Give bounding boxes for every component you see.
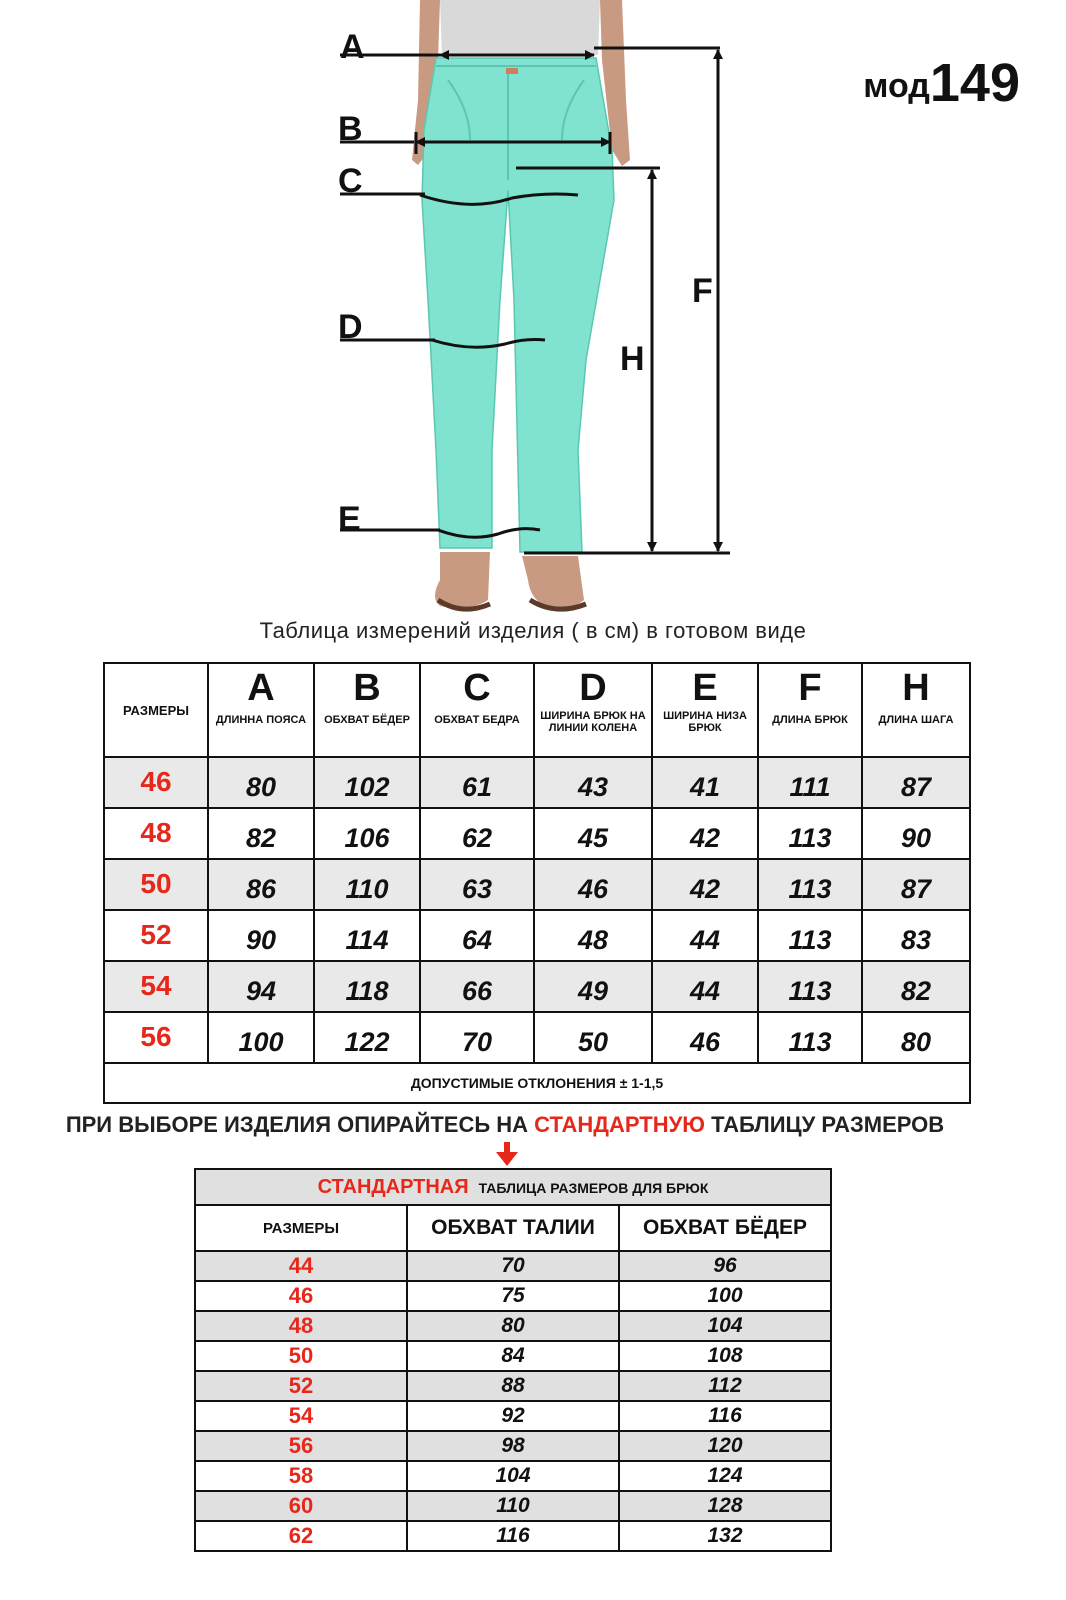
standard-row [195,1401,831,1431]
value-cell: 90 [208,910,314,961]
standard-row [195,1371,831,1401]
waist-cell: 116 [407,1521,619,1551]
col-desc: ОБХВАТ БЕДРА [434,714,520,726]
value-cell: 82 [862,961,970,1012]
value-cell: 46 [534,859,652,910]
col-desc: ДЛИННА ПОЯСА [215,714,307,726]
waist-cell: 98 [407,1431,619,1461]
value-cell: 46 [652,1012,758,1063]
size-cell: 48 [195,1311,407,1341]
pants-shape [422,58,614,552]
hips-cell: 132 [619,1521,831,1551]
col-header-a [209,668,313,756]
col-letter: E [692,667,718,709]
measure-row [104,808,970,859]
std-hips-header: ОБХВАТ БЁДЕР [619,1205,831,1251]
value-cell: 41 [652,757,758,808]
waist-cell: 75 [407,1281,619,1311]
measure-row [104,859,970,910]
value-cell: 111 [758,757,862,808]
value-cell: 100 [208,1012,314,1063]
title-rest: ТАБЛИЦА РАЗМЕРОВ ДЛЯ БРЮК [478,1179,709,1196]
tolerance-note: ДОПУСТИМЫЕ ОТКЛОНЕНИЯ ± 1-1,5 [104,1063,970,1103]
value-cell: 62 [420,808,534,859]
col-desc: ОБХВАТ БЁДЕР [324,714,410,726]
col-header-e [653,668,757,756]
hips-cell: 116 [619,1401,831,1431]
size-cell: 48 [104,808,208,859]
measure-row [104,961,970,1012]
value-cell: 50 [534,1012,652,1063]
col-header-f [759,668,861,756]
value-cell: 86 [208,859,314,910]
waist-cell: 84 [407,1341,619,1371]
title-red: СТАНДАРТНАЯ [317,1175,469,1198]
hips-cell: 112 [619,1371,831,1401]
size-cell: 54 [104,961,208,1012]
value-cell: 113 [758,808,862,859]
standard-row [195,1341,831,1371]
value-cell: 80 [208,757,314,808]
value-cell: 43 [534,757,652,808]
value-cell: 113 [758,910,862,961]
waist-cell: 110 [407,1491,619,1521]
value-cell: 49 [534,961,652,1012]
measure-header-row [104,663,970,757]
standard-row [195,1431,831,1461]
notice-text-before: ПРИ ВЫБОРЕ ИЗДЕЛИЯ ОПИРАЙТЕСЬ НА [65,1112,535,1137]
label-h: H [620,340,645,378]
value-cell: 44 [652,961,758,1012]
value-cell: 94 [208,961,314,1012]
size-header: РАЗМЕРЫ [104,663,208,757]
value-cell: 61 [420,757,534,808]
std-waist-header: ОБХВАТ ТАЛИИ [407,1205,619,1251]
value-cell: 80 [862,1012,970,1063]
size-cell: 58 [195,1461,407,1491]
hips-cell: 128 [619,1491,831,1521]
standard-row [195,1281,831,1311]
size-cell: 52 [195,1371,407,1401]
col-desc: ШИРИНА БРЮК НА ЛИНИИ КОЛЕНА [540,710,646,734]
label-a: A [340,28,365,66]
down-arrow-icon [496,1142,518,1166]
size-cell: 46 [195,1281,407,1311]
hips-cell: 100 [619,1281,831,1311]
col-letter: F [798,667,822,709]
value-cell: 118 [314,961,420,1012]
label-d: D [338,308,363,346]
size-cell: 52 [104,910,208,961]
col-letter: B [353,667,381,709]
size-cell: 56 [104,1012,208,1063]
col-letter: A [247,667,275,709]
col-desc: ДЛИНА ШАГА [878,714,954,726]
measure-table-body [104,757,970,1063]
value-cell: 64 [420,910,534,961]
value-cell: 44 [652,910,758,961]
hips-cell: 104 [619,1311,831,1341]
value-cell: 42 [652,808,758,859]
value-cell: 106 [314,808,420,859]
label-b: B [338,110,363,148]
value-cell: 113 [758,961,862,1012]
col-header-b [315,668,419,756]
value-cell: 113 [758,859,862,910]
model-number [863,52,1020,114]
value-cell: 83 [862,910,970,961]
model-feet [435,552,586,609]
col-desc: ШИРИНА НИЗА БРЮК [663,710,747,734]
size-cell: 62 [195,1521,407,1551]
standard-row [195,1491,831,1521]
waist-cell: 70 [407,1251,619,1281]
size-cell: 50 [195,1341,407,1371]
hips-cell: 120 [619,1431,831,1461]
measure-table-caption: Таблица измерений изделия ( в см) в готовом виде [259,618,807,643]
value-cell: 110 [314,859,420,910]
waist-cell: 92 [407,1401,619,1431]
col-letter: H [902,667,930,709]
col-header-d [535,668,651,756]
std-size-header: РАЗМЕРЫ [195,1205,407,1251]
label-c: C [338,162,363,200]
value-cell: 102 [314,757,420,808]
hips-cell: 96 [619,1251,831,1281]
value-cell: 48 [534,910,652,961]
size-cell: 60 [195,1491,407,1521]
value-cell: 87 [862,757,970,808]
measure-row [104,757,970,808]
hips-cell: 108 [619,1341,831,1371]
standard-row [195,1251,831,1281]
model-num: 149 [929,53,1020,113]
standard-table-title [195,1169,831,1205]
value-cell: 87 [862,859,970,910]
col-desc: ДЛИНА БРЮК [772,714,848,726]
size-notice [0,1112,1010,1138]
value-cell: 70 [420,1012,534,1063]
notice-highlight: СТАНДАРТНУЮ [534,1112,705,1137]
col-header-c [421,668,533,756]
col-letter: C [463,667,491,709]
standard-size-table [194,1168,832,1552]
value-cell: 42 [652,859,758,910]
waist-cell: 88 [407,1371,619,1401]
waist-cell: 80 [407,1311,619,1341]
size-cell: 54 [195,1401,407,1431]
measure-row [104,1012,970,1063]
value-cell: 114 [314,910,420,961]
value-cell: 45 [534,808,652,859]
standard-row [195,1461,831,1491]
value-cell: 90 [862,808,970,859]
standard-row [195,1521,831,1551]
notice-text-after: ТАБЛИЦУ РАЗМЕРОВ [704,1112,945,1137]
measurement-table [103,662,971,1104]
col-letter: D [579,667,607,709]
value-cell: 122 [314,1012,420,1063]
size-cell: 46 [104,757,208,808]
standard-table-body [195,1251,831,1551]
value-cell: 66 [420,961,534,1012]
size-cell: 50 [104,859,208,910]
label-e: E [338,500,361,538]
col-header-h [863,668,969,756]
size-cell: 44 [195,1251,407,1281]
size-cell: 56 [195,1431,407,1461]
value-cell: 82 [208,808,314,859]
value-cell: 113 [758,1012,862,1063]
label-f: F [692,272,713,310]
waist-cell: 104 [407,1461,619,1491]
value-cell: 63 [420,859,534,910]
pants-measurement-figure [0,0,1066,620]
model-prefix: мод [863,67,930,105]
measure-row [104,910,970,961]
hips-cell: 124 [619,1461,831,1491]
standard-row [195,1311,831,1341]
